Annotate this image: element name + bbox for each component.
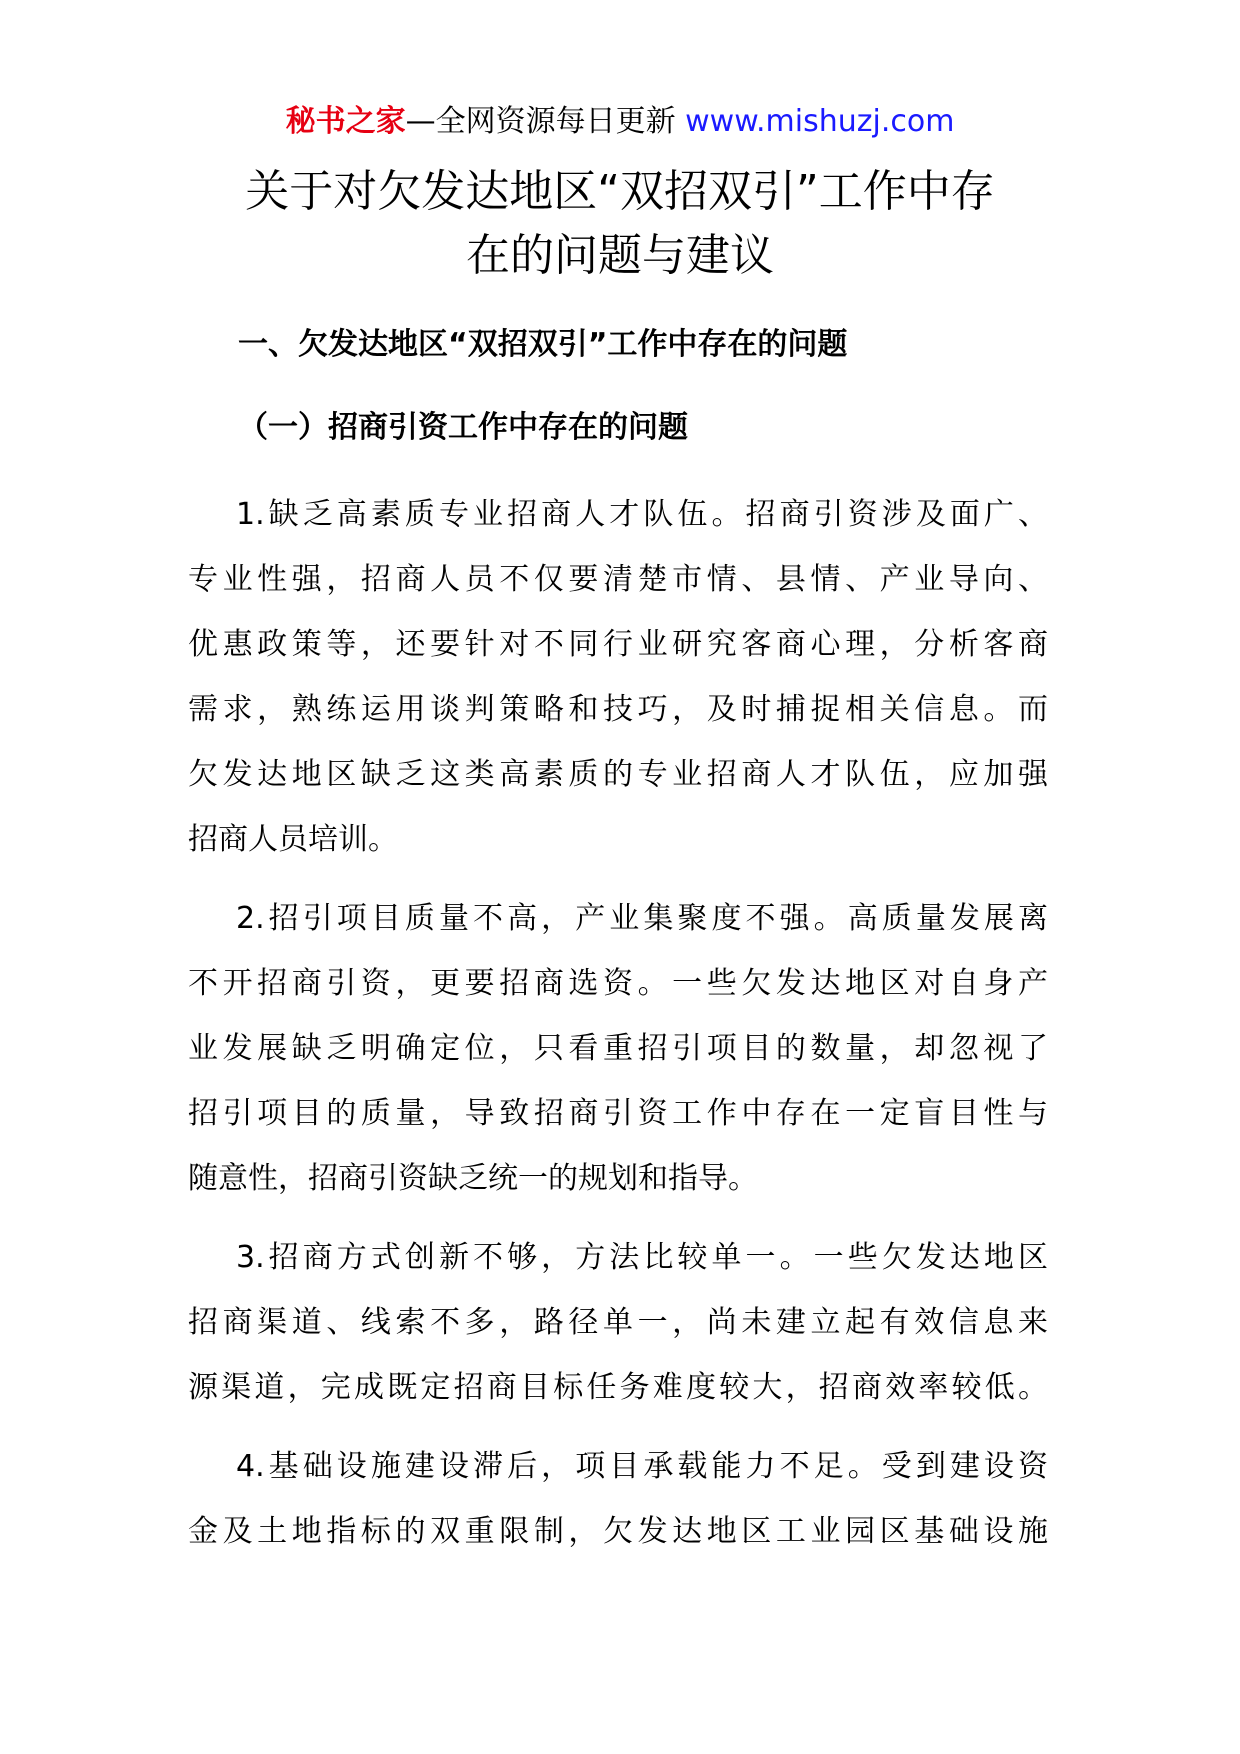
paragraph xyxy=(188,886,1048,1211)
title-line: 在的问题与建议 xyxy=(466,230,774,281)
paragraph-line: 需求，熟练运用谈判策略和技巧，及时捕捉相关信息。而 xyxy=(188,692,1048,727)
site-url-link[interactable]: www.mishuzj.com xyxy=(685,104,955,139)
paragraph-line: 专业性强，招商人员不仅要清楚市情、县情、产业导向、 xyxy=(188,562,1048,597)
section-heading: 一、欠发达地区“双招双引”工作中存在的问题 xyxy=(238,327,848,362)
paragraph-line: 招引项目的质量，导致招商引资工作中存在一定盲目性与 xyxy=(188,1096,1048,1131)
paragraph-line: 业发展缺乏明确定位，只看重招引项目的数量，却忽视了 xyxy=(188,1031,1048,1066)
paragraph-line: 4.基础设施建设滞后，项目承载能力不足。受到建设资 xyxy=(236,1449,1048,1484)
site-name: 秘书之家 xyxy=(285,104,406,139)
paragraph-line: 招商人员培训。 xyxy=(188,822,398,857)
paragraph-line: 不开招商引资，更要招商选资。一些欠发达地区对自身产 xyxy=(188,966,1048,1001)
subsection-heading: （一）招商引资工作中存在的问题 xyxy=(238,410,688,445)
paragraph xyxy=(188,1434,1048,1564)
title-line: 关于对欠发达地区“双招双引”工作中存 xyxy=(245,166,995,217)
paragraph-line: 2.招引项目质量不高，产业集聚度不强。高质量发展离 xyxy=(236,901,1048,936)
document-title xyxy=(180,160,1060,288)
site-header xyxy=(0,100,1240,144)
paragraph-line: 优惠政策等，还要针对不同行业研究客商心理，分析客商 xyxy=(188,627,1048,662)
paragraph-line: 欠发达地区缺乏这类高素质的专业招商人才队伍，应加强 xyxy=(188,757,1048,792)
paragraph xyxy=(188,1225,1048,1420)
paragraph-line: 金及土地指标的双重限制，欠发达地区工业园区基础设施 xyxy=(188,1514,1048,1549)
paragraph-line: 1.缺乏高素质专业招商人才队伍。招商引资涉及面广、 xyxy=(236,497,1048,532)
paragraph-line: 源渠道，完成既定招商目标任务难度较大，招商效率较低。 xyxy=(188,1370,1048,1405)
paragraph-line: 随意性，招商引资缺乏统一的规划和指导。 xyxy=(188,1161,758,1196)
paragraph xyxy=(188,482,1048,872)
site-tagline: —全网资源每日更新 xyxy=(405,104,686,139)
paragraph-line: 3.招商方式创新不够，方法比较单一。一些欠发达地区 xyxy=(236,1240,1048,1275)
paragraph-line: 招商渠道、线索不多，路径单一，尚未建立起有效信息来 xyxy=(188,1305,1048,1340)
